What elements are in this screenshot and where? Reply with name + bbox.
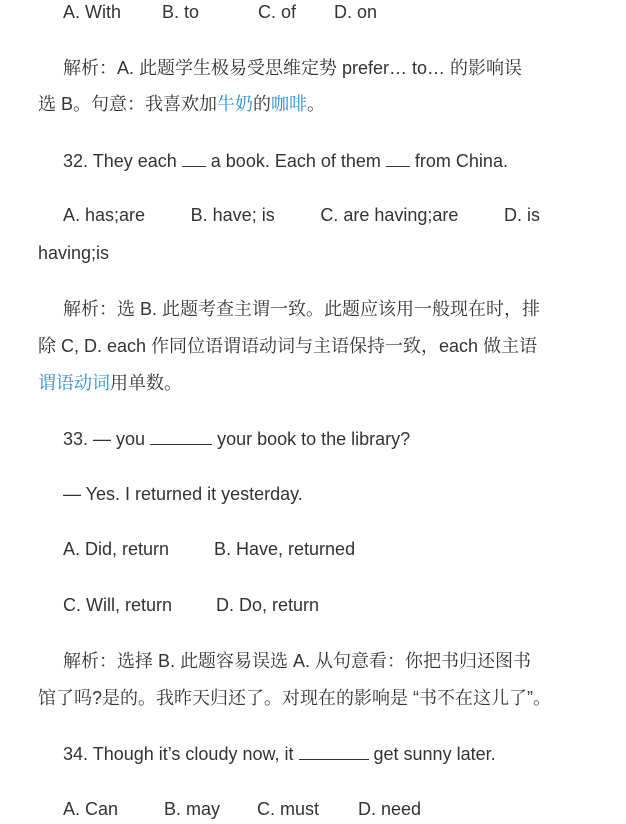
q34-question	[63, 741, 540, 766]
q32-question	[63, 148, 540, 173]
q34-option-b: B. may	[164, 799, 221, 819]
q31-options	[63, 0, 540, 24]
q31-analysis-text-a: 选 B。句意：我喜欢加	[38, 94, 218, 114]
q32-analysis-line2: 除 C, D. each 作同位语谓语动词与主语保持一致，each 做主语	[38, 336, 538, 356]
q32-option-b: B. have; is	[190, 205, 275, 225]
q34-option-c: C. must	[257, 799, 320, 819]
q33-option-d: D. Do, return	[216, 595, 320, 615]
q32-option-a: A. has;are	[63, 205, 146, 225]
q33-option-c: C. Will, return	[63, 595, 173, 615]
q32-analysis-line3-text: 用单数。	[110, 373, 182, 393]
q32-option-d: D. is	[504, 205, 540, 225]
q34-question-part-b: get sunny later.	[373, 744, 496, 764]
q32-options	[63, 203, 540, 227]
q31-option-c: C. of	[258, 2, 297, 22]
q34-question-part-a: 34. Though it’s cloudy now, it	[63, 744, 294, 764]
q32-question-part-a: 32. They each	[63, 151, 177, 171]
q33-options-line1	[63, 537, 540, 561]
q33-analysis-line1: 解析：选择 B. 此题容易误选 A. 从句意看：你把书归还图书	[63, 651, 532, 671]
q31-analysis-text-b: 的	[253, 94, 272, 114]
q32-option-c: C. are having;are	[320, 205, 459, 225]
q33-question-part-b: your book to the library?	[217, 429, 411, 449]
q31-option-d: D. on	[334, 2, 378, 22]
q31-analysis-line2	[38, 92, 540, 116]
q33-answer: — Yes. I returned it yesterday.	[63, 484, 303, 504]
q33-blank	[150, 426, 212, 445]
q32-analysis-line1: 解析：选 B. 此题考查主谓一致。此题应该用一般现在时，排	[63, 299, 541, 319]
predicate-verb-link[interactable]: 谓语动词	[38, 373, 110, 393]
q33-question	[63, 426, 540, 451]
q34-option-a: A. Can	[63, 799, 119, 819]
q32-blank-1	[182, 148, 206, 167]
q32-blank-2	[386, 148, 410, 167]
q33-option-a: A. Did, return	[63, 539, 170, 559]
q32-option-d-continued: having;is	[38, 243, 110, 263]
q31-option-a: A. With	[63, 2, 122, 22]
q32-question-part-b: a book. Each of them	[210, 151, 381, 171]
q33-question-part-a: 33. — you	[63, 429, 146, 449]
q34-blank	[299, 741, 369, 760]
q32-question-part-c: from China.	[414, 151, 508, 171]
q31-analysis-line1: 解析：A. 此题学生极易受思维定势 prefer… to… 的影响误	[63, 58, 523, 78]
milk-link[interactable]: 牛奶	[217, 94, 254, 114]
q33-options-line2	[63, 593, 540, 617]
q31-analysis-text-c: 。	[307, 94, 326, 114]
q33-analysis-line2: 馆了吗?是的。我昨天归还了。对现在的影响是 “书不在这儿了”。	[38, 688, 551, 708]
q34-option-d: D. need	[358, 799, 422, 819]
q32-analysis-line3	[38, 371, 540, 395]
q33-option-b: B. Have, returned	[214, 539, 356, 559]
q31-option-b: B. to	[162, 2, 200, 22]
q34-options	[63, 797, 540, 821]
coffee-link[interactable]: 咖啡	[271, 94, 308, 114]
